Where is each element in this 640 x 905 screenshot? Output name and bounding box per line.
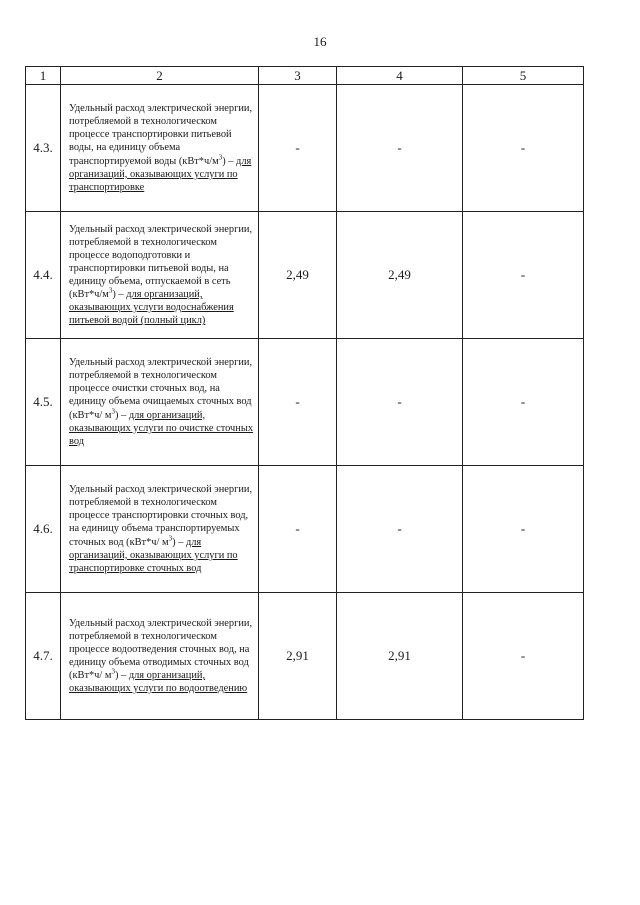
description-close: ) –	[114, 670, 129, 682]
description-close: ) –	[222, 155, 237, 167]
superscript: 3	[111, 667, 115, 676]
superscript: 3	[168, 534, 173, 543]
row-description	[61, 593, 259, 720]
value-col5: -	[463, 466, 584, 593]
column-header-1: 1	[26, 67, 61, 85]
description-scope: для организаций, оказывающих услуги по водоотведению	[69, 670, 248, 695]
value-col4: -	[337, 339, 463, 466]
table-row-4-3	[26, 85, 584, 212]
value-col3: 2,91	[259, 593, 337, 720]
row-description	[61, 466, 259, 593]
page-number: 16	[313, 34, 327, 49]
value-col3: -	[259, 339, 337, 466]
table-row-4-5	[26, 339, 584, 466]
table-row-4-6	[26, 466, 584, 593]
value-col3: 2,49	[259, 212, 337, 339]
row-description	[61, 85, 259, 212]
description-text: Удельный расход электрической энергии, потребляемой в технологическом процессе водоотведения сточных вод, на единицу объема отводимых сточных вод (кВт*ч/ м	[69, 617, 253, 682]
value-col3: -	[259, 85, 337, 212]
description-text: Удельный расход электрической энергии, потребляемой в технологическом процессе очистки сточных вод, на единицу объема очищаемых сточных вод (кВт*ч/ м	[69, 357, 253, 421]
row-number: 4.5.	[26, 339, 61, 466]
value-col5: -	[463, 85, 584, 212]
description-scope: для организаций, оказывающих услуги по транспортировке	[69, 155, 252, 193]
superscript: 3	[218, 153, 223, 162]
value-col4: 2,49	[337, 212, 463, 339]
row-description	[61, 212, 259, 339]
value-col4: -	[337, 85, 463, 212]
value-col5: -	[463, 593, 584, 720]
value-col5: -	[463, 339, 584, 466]
description-text: Удельный расход электрической энергии, потребляемой в технологическом процессе транспортировки сточных вод, на единицу объема транспортируемых сточных вод (кВт*ч/ м	[69, 484, 253, 548]
table-row-4-4	[26, 212, 584, 339]
column-header-2: 2	[61, 67, 259, 85]
row-number: 4.4.	[26, 212, 61, 339]
indicator-table	[25, 66, 584, 720]
row-number: 4.7.	[26, 593, 61, 720]
column-header-3: 3	[259, 67, 337, 85]
row-number: 4.3.	[26, 85, 61, 212]
description-close: ) –	[114, 409, 129, 421]
description-text: Удельный расход электрической энергии, потребляемой в технологическом процессе транспортировки питьевой воды, на единицу объема транспортируемой воды (кВт*ч/м	[69, 103, 253, 167]
description-scope: для организаций, оказывающих услуги водоснабжения питьевой водой (полный цикл)	[69, 289, 234, 327]
value-col5: -	[463, 212, 584, 339]
value-col4: 2,91	[337, 593, 463, 720]
table-header-row	[26, 67, 584, 85]
value-col3: -	[259, 466, 337, 593]
description-text: Удельный расход электрической энергии, потребляемой в технологическом процессе водоподготовки и транспортировки питьевой воды, на единицу объема, отпускаемой в сеть (кВт*ч/м	[69, 223, 253, 301]
description-scope: для организаций, оказывающих услуги по очистке сточных вод	[69, 409, 254, 447]
column-header-4: 4	[337, 67, 463, 85]
description-close: ) –	[112, 289, 127, 301]
value-col4: -	[337, 466, 463, 593]
row-number: 4.6.	[26, 466, 61, 593]
description-close: ) –	[172, 536, 186, 548]
row-description	[61, 339, 259, 466]
superscript: 3	[108, 286, 113, 295]
superscript: 3	[111, 407, 115, 416]
table-row-4-7	[26, 593, 584, 720]
description-scope: для организаций, оказывающих услуги по транспортировке сточных вод	[69, 536, 238, 574]
column-header-5: 5	[463, 67, 584, 85]
